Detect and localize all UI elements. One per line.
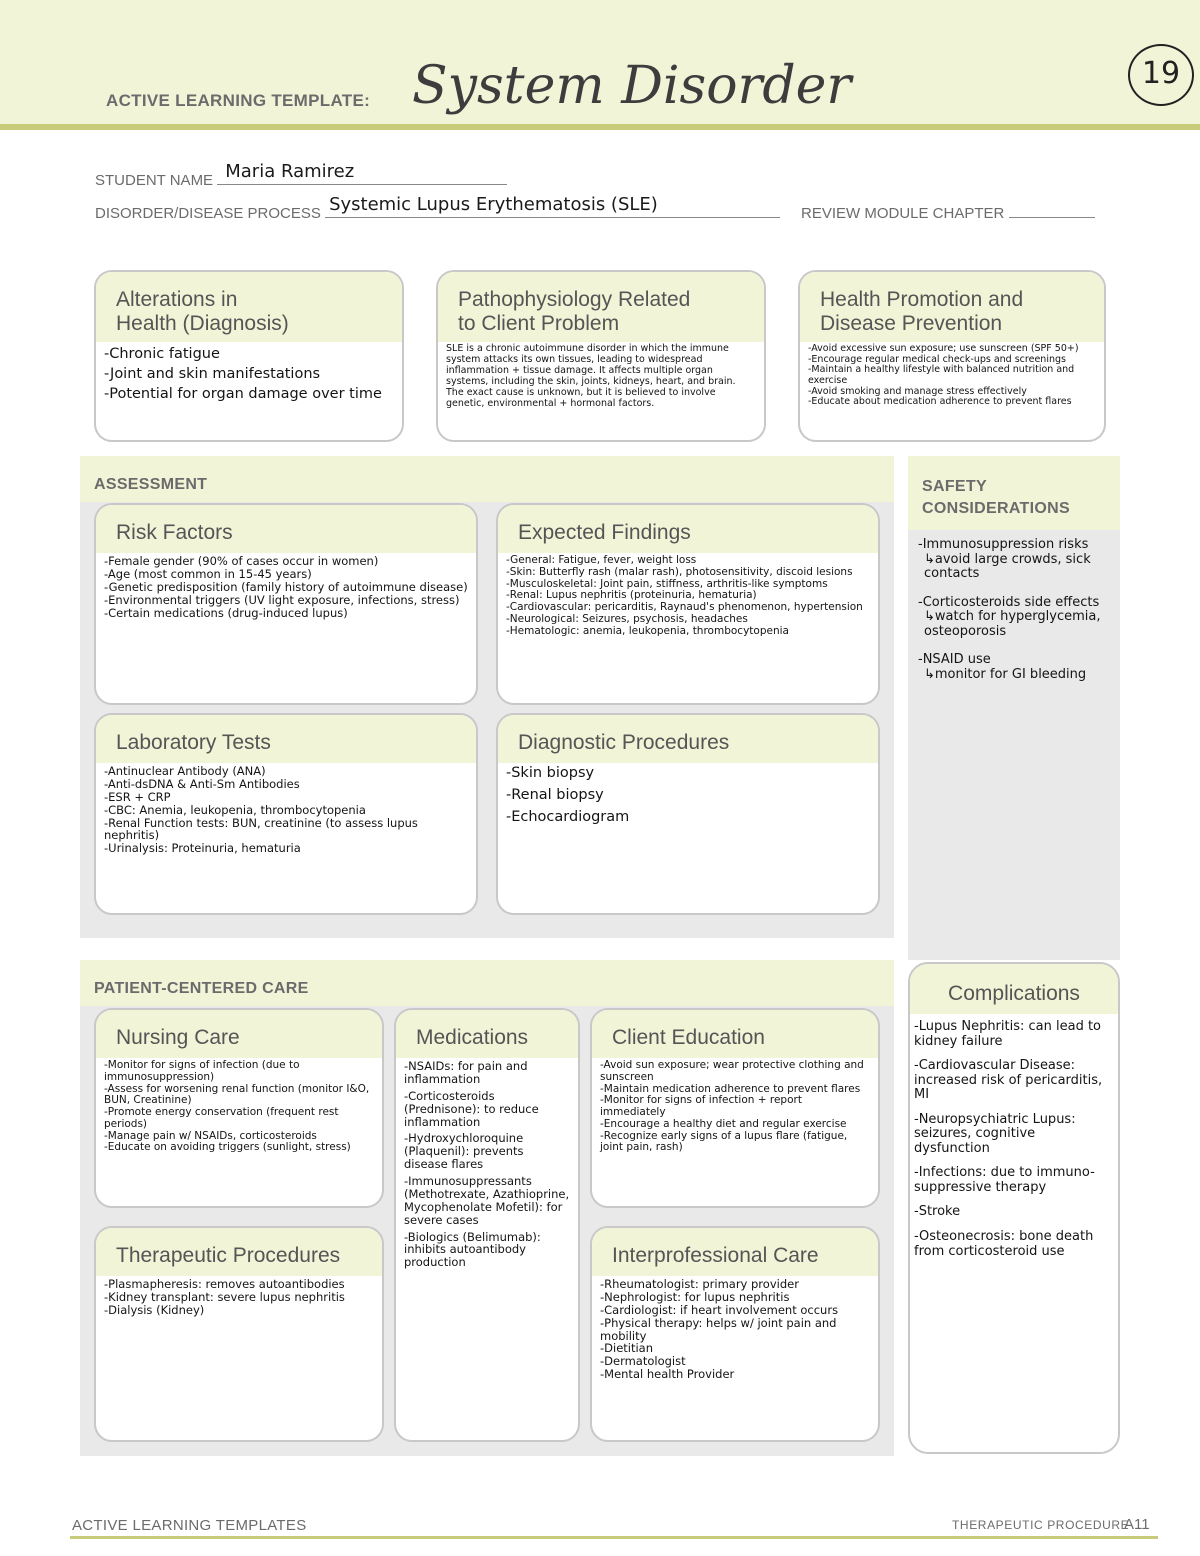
header-rule — [0, 124, 1200, 130]
student-name-value: Maria Ramirez — [225, 161, 355, 182]
medications-list — [396, 1058, 578, 1271]
footer-right: THERAPEUTIC PROCEDURE — [952, 1518, 1130, 1532]
list-item: -Avoid sun exposure; wear protective clothing and sunscreen — [600, 1059, 864, 1083]
alterations-box — [94, 270, 404, 442]
list-item: -Biologics (Belimumab): inhibits autoantibody production — [404, 1229, 541, 1270]
list-item: -Musculoskeletal: Joint pain, stiffness, arthritis-like symptoms — [506, 577, 828, 590]
laboratory-tests-title: Laboratory Tests — [96, 715, 476, 763]
list-item: -Neurological: Seizures, psychosis, headaches — [506, 612, 748, 625]
safety-label: SAFETY CONSIDERATIONS — [922, 478, 1070, 517]
list-item: -Rheumatologist: primary provider — [600, 1277, 799, 1291]
client-education-list — [592, 1058, 878, 1156]
list-item: -Manage pain w/ NSAIDs, corticosteroids — [104, 1129, 317, 1142]
list-item: -Urinalysis: Proteinuria, hematuria — [104, 841, 301, 856]
footer-page-number: A11 — [1124, 1516, 1150, 1533]
list-item: -Encourage a healthy diet and regular exercise — [600, 1117, 847, 1130]
patient-care-label: PATIENT-CENTERED CARE — [94, 980, 309, 997]
list-item: -Environmental triggers (UV light exposure, infections, stress) — [104, 592, 460, 607]
health-promotion-box — [798, 270, 1106, 442]
pathophysiology-text: SLE is a chronic autoimmune disorder in which the immune system attacks its own tissues, leading to widespread inflammation + tissue damage. It affects multiple organ systems, including the skin, joints, kidneys, heart, and brain. The exact cause is unknown, but it is believed to involve genetic, environmental + hormonal factors. — [446, 343, 736, 409]
pathophysiology-box — [436, 270, 766, 442]
therapeutic-procedures-title: Therapeutic Procedures — [96, 1228, 382, 1276]
list-item: -Hematologic: anemia, leukopenia, thrombocytopenia — [506, 624, 789, 637]
list-item: -Cardiovascular: pericarditis, Raynaud's phenomenon, hypertension — [506, 601, 863, 613]
complications-title: Complications — [910, 964, 1118, 1014]
complications-box — [908, 962, 1120, 1454]
list-item: -Educate on avoiding triggers (sunlight, stress) — [104, 1141, 351, 1154]
expected-findings-list — [498, 553, 878, 639]
list-item: -Dialysis (Kidney) — [104, 1302, 205, 1317]
template-label: ACTIVE LEARNING TEMPLATE: — [106, 91, 371, 110]
review-row — [801, 200, 1095, 222]
therapeutic-procedures-list — [96, 1276, 382, 1319]
diagnostic-procedures-box — [496, 713, 880, 915]
list-item: -Joint and skin manifestations — [104, 366, 321, 383]
list-item: -Kidney transplant: severe lupus nephritis — [104, 1289, 345, 1304]
list-item: -Immunosuppression risks — [918, 537, 1089, 552]
list-item: -Cardiovascular Disease: increased risk of pericarditis, MI — [914, 1058, 1103, 1103]
disorder-label: DISORDER/DISEASE PROCESS — [95, 205, 321, 222]
list-item: -Nephrologist: for lupus nephritis — [600, 1289, 790, 1304]
list-item: ↳watch for hyperglycemia, osteoporosis — [924, 609, 1101, 639]
list-item: -Promote energy conservation (frequent rest periods) — [104, 1106, 339, 1130]
list-item: -Corticosteroids side effects — [918, 594, 1100, 610]
interprofessional-care-box — [590, 1226, 880, 1442]
list-item: -NSAIDs: for pain and inflammation — [404, 1059, 528, 1086]
list-item: ↳avoid large crowds, sick contacts — [924, 551, 1091, 582]
diagnostic-procedures-title: Diagnostic Procedures — [498, 715, 878, 763]
review-field[interactable] — [1009, 200, 1095, 218]
complications-list — [910, 1014, 1118, 1265]
list-item: -Lupus Nephritis: can lead to kidney failure — [914, 1019, 1102, 1049]
pathophysiology-title: Pathophysiology Related to Client Problem — [438, 272, 764, 342]
interprofessional-care-title: Interprofessional Care — [592, 1228, 878, 1276]
list-item: -Genetic predisposition (family history of autoimmune disease) — [104, 579, 468, 594]
list-item: -CBC: Anemia, leukopenia, thrombocytopenia — [104, 802, 366, 817]
laboratory-tests-box — [94, 713, 478, 915]
nursing-care-box — [94, 1008, 384, 1208]
list-item: -Avoid smoking and manage stress effectively — [808, 385, 1027, 397]
risk-factors-title: Risk Factors — [96, 505, 476, 553]
list-item: -Osteonecrosis: bone death from corticosteroid use — [914, 1229, 1094, 1259]
list-item: -Stroke — [914, 1204, 961, 1220]
list-item: -Potential for organ damage over time — [104, 386, 382, 403]
safety-panel — [908, 456, 1120, 960]
list-item: -Maintain a healthy lifestyle with balanced nutrition and exercise — [808, 364, 1075, 386]
review-label: REVIEW MODULE CHAPTER — [801, 205, 1005, 222]
risk-factors-box — [94, 503, 478, 705]
expected-findings-box — [496, 503, 880, 705]
medications-box — [394, 1008, 580, 1442]
list-item: -Physical therapy: helps w/ joint pain and mobility — [600, 1315, 837, 1343]
list-item: -General: Fatigue, fever, weight loss — [506, 554, 697, 566]
list-item: -Avoid excessive sun exposure; use sunscreen (SPF 50+) — [808, 343, 1079, 354]
list-item: -Infections: due to immuno-suppressive therapy — [914, 1165, 1095, 1195]
list-item: -Mental health Provider — [600, 1367, 735, 1382]
medications-title: Medications — [396, 1010, 578, 1058]
list-item: -Female gender (90% of cases occur in women) — [104, 554, 379, 568]
list-item: -Neuropsychiatric Lupus: seizures, cognitive dysfunction — [914, 1111, 1076, 1156]
laboratory-tests-list — [96, 763, 476, 857]
template-number: 19 — [1128, 44, 1194, 106]
footer-left: ACTIVE LEARNING TEMPLATES — [72, 1517, 307, 1534]
health-promotion-list — [800, 342, 1104, 410]
list-item: -NSAID use — [918, 652, 991, 668]
list-item: -Chronic fatigue — [104, 346, 220, 362]
disorder-value: Systemic Lupus Erythematosis (SLE) — [329, 194, 658, 215]
list-item: -Cardiologist: if heart involvement occurs — [600, 1302, 839, 1317]
list-item: -Plasmapheresis: removes autoantibodies — [104, 1277, 345, 1291]
list-item: -Dietitian — [600, 1341, 654, 1356]
list-item: -ESR + CRP — [104, 789, 171, 804]
safety-list — [910, 536, 1120, 684]
list-item: -Skin biopsy — [506, 765, 595, 781]
list-item: -Age (most common in 15-45 years) — [104, 566, 312, 581]
nursing-care-list — [96, 1058, 382, 1156]
student-name-label: STUDENT NAME — [95, 172, 214, 189]
risk-factors-list — [96, 553, 476, 621]
list-item: -Recognize early signs of a lupus flare (fatigue, joint pain, rash) — [600, 1129, 848, 1154]
health-promotion-title: Health Promotion and Disease Prevention — [800, 272, 1104, 342]
student-name-field[interactable] — [217, 161, 507, 185]
list-item: -Certain medications (drug-induced lupus) — [104, 605, 348, 620]
list-item: -Renal biopsy — [506, 787, 604, 804]
list-item: -Antinuclear Antibody (ANA) — [104, 764, 266, 778]
disorder-field[interactable] — [325, 194, 780, 218]
alterations-list — [96, 342, 402, 405]
list-item: -Hydroxychloroquine (Plaquenil): prevents disease flares — [404, 1131, 524, 1172]
client-education-title: Client Education — [592, 1010, 878, 1058]
list-item: -Monitor for signs of infection + report immediately — [600, 1094, 802, 1118]
student-name-row — [95, 161, 507, 189]
therapeutic-procedures-box — [94, 1226, 384, 1442]
list-item: -Echocardiogram — [506, 809, 630, 826]
footer-rule — [70, 1536, 1158, 1539]
expected-findings-title: Expected Findings — [498, 505, 878, 553]
list-item: -Immunosuppressants (Methotrexate, Azathioprine, Mycophenolate Mofetil): for severe cases — [404, 1174, 570, 1227]
nursing-care-title: Nursing Care — [96, 1010, 382, 1058]
list-item: -Skin: Butterfly rash (malar rash), photosensitivity, discoid lesions — [506, 565, 853, 578]
list-item: -Monitor for signs of infection (due to immunosuppression) — [104, 1059, 300, 1083]
list-item: -Dermatologist — [600, 1354, 686, 1369]
interprofessional-care-list — [592, 1276, 878, 1383]
list-item: ↳monitor for GI bleeding — [924, 666, 1087, 682]
list-item: -Renal Function tests: BUN, creatinine (to assess lupus nephritis) — [104, 815, 418, 843]
list-item: -Corticosteroids (Prednisone): to reduce inflammation — [404, 1088, 539, 1129]
disorder-row — [95, 194, 780, 222]
diagnostic-procedures-list — [498, 763, 878, 828]
client-education-box — [590, 1008, 880, 1208]
template-title: System Disorder — [412, 56, 852, 116]
list-item: -Encourage regular medical check-ups and screenings — [808, 353, 1066, 365]
list-item: -Assess for worsening renal function (monitor I&O, BUN, Creatinine) — [104, 1082, 370, 1107]
list-item: -Maintain medication adherence to prevent flares — [600, 1082, 861, 1095]
assessment-label: ASSESSMENT — [94, 476, 208, 493]
alterations-title: Alterations in Health (Diagnosis) — [96, 272, 402, 342]
list-item: -Educate about medication adherence to prevent flares — [808, 396, 1072, 408]
list-item: -Anti-dsDNA & Anti-Sm Antibodies — [104, 776, 300, 791]
list-item: -Renal: Lupus nephritis (proteinuria, hematuria) — [506, 589, 757, 602]
